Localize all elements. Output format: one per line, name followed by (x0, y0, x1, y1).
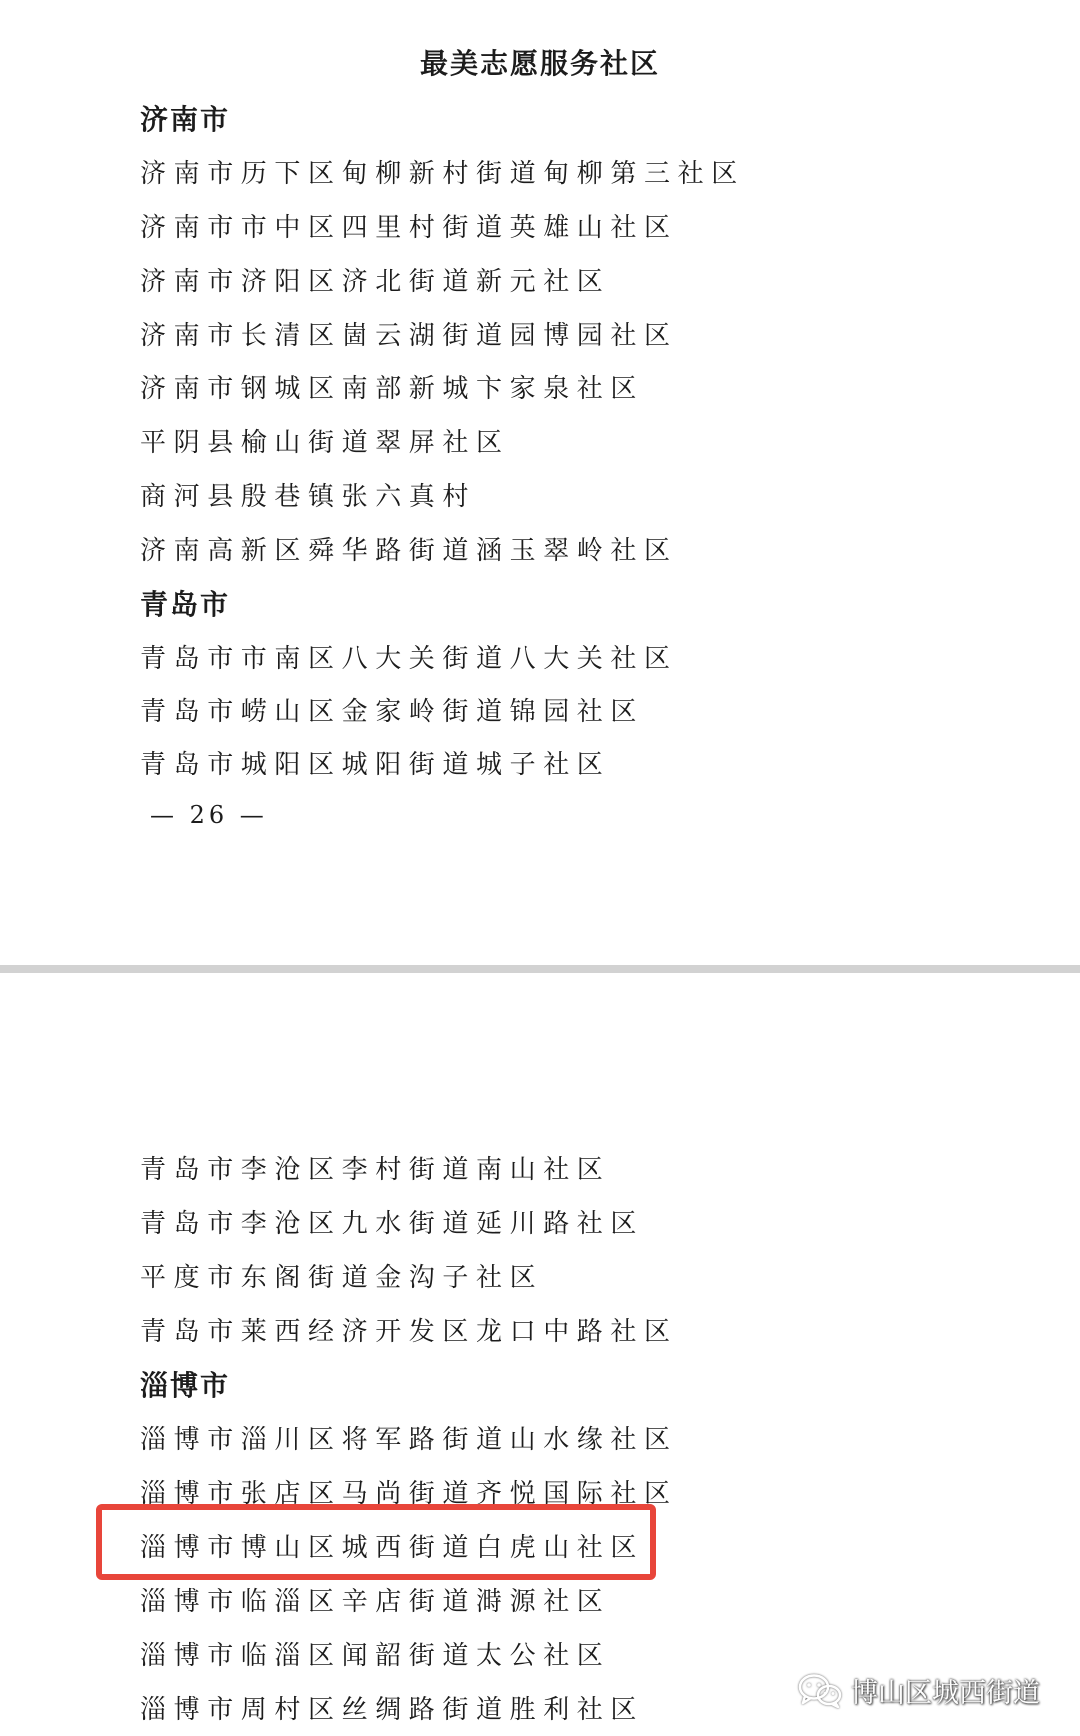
list-item: 青岛市崂山区金家岭街道锦园社区 (140, 697, 645, 727)
watermark-text: 博山区城西街道 (851, 1677, 1040, 1709)
list-item: 青岛市莱西经济开发区龙口中路社区 (140, 1317, 678, 1347)
section-heading-zibo: 淄博市 (140, 1369, 231, 1402)
document-title: 最美志愿服务社区 (419, 47, 660, 80)
list-item: 淄博市张店区马尚街道齐悦国际社区 (140, 1479, 678, 1509)
list-item: 济南市济阳区济北街道新元社区 (140, 267, 611, 297)
wechat-icon (797, 1672, 843, 1708)
list-item: 淄博市淄川区将军路街道山水缘社区 (140, 1425, 678, 1455)
list-item: 济南市市中区四里村街道英雄山社区 (140, 213, 678, 243)
list-item-highlighted: 淄博市博山区城西街道白虎山社区 (140, 1533, 645, 1563)
list-item: 济南市长清区崮云湖街道园博园社区 (140, 321, 678, 351)
list-item: 济南市历下区甸柳新村街道甸柳第三社区 (140, 159, 745, 189)
highlight-box (96, 1504, 656, 1580)
watermark (797, 1668, 1040, 1712)
list-item: 平阴县榆山街道翠屏社区 (140, 428, 510, 458)
section-heading-jinan: 济南市 (140, 103, 231, 136)
list-item: 淄博市临淄区闻韶街道太公社区 (140, 1641, 611, 1671)
section-heading-qingdao: 青岛市 (140, 588, 231, 621)
list-item: 青岛市李沧区李村街道南山社区 (140, 1155, 611, 1185)
list-item: 青岛市市南区八大关街道八大关社区 (140, 644, 678, 674)
list-item: 淄博市临淄区辛店街道溡源社区 (140, 1587, 611, 1617)
list-item: 淄博市周村区丝绸路街道胜利社区 (140, 1695, 645, 1725)
list-item: 济南高新区舜华路街道涵玉翠岭社区 (140, 536, 678, 566)
page-number: — 26 — (150, 801, 268, 829)
page-separator (0, 965, 1080, 973)
list-item: 商河县殷巷镇张六真村 (140, 482, 477, 512)
list-item: 济南市钢城区南部新城卞家泉社区 (140, 374, 645, 404)
list-item: 青岛市李沧区九水街道延川路社区 (140, 1209, 645, 1239)
list-item: 平度市东阁街道金沟子社区 (140, 1263, 544, 1293)
list-item: 青岛市城阳区城阳街道城子社区 (140, 750, 611, 780)
